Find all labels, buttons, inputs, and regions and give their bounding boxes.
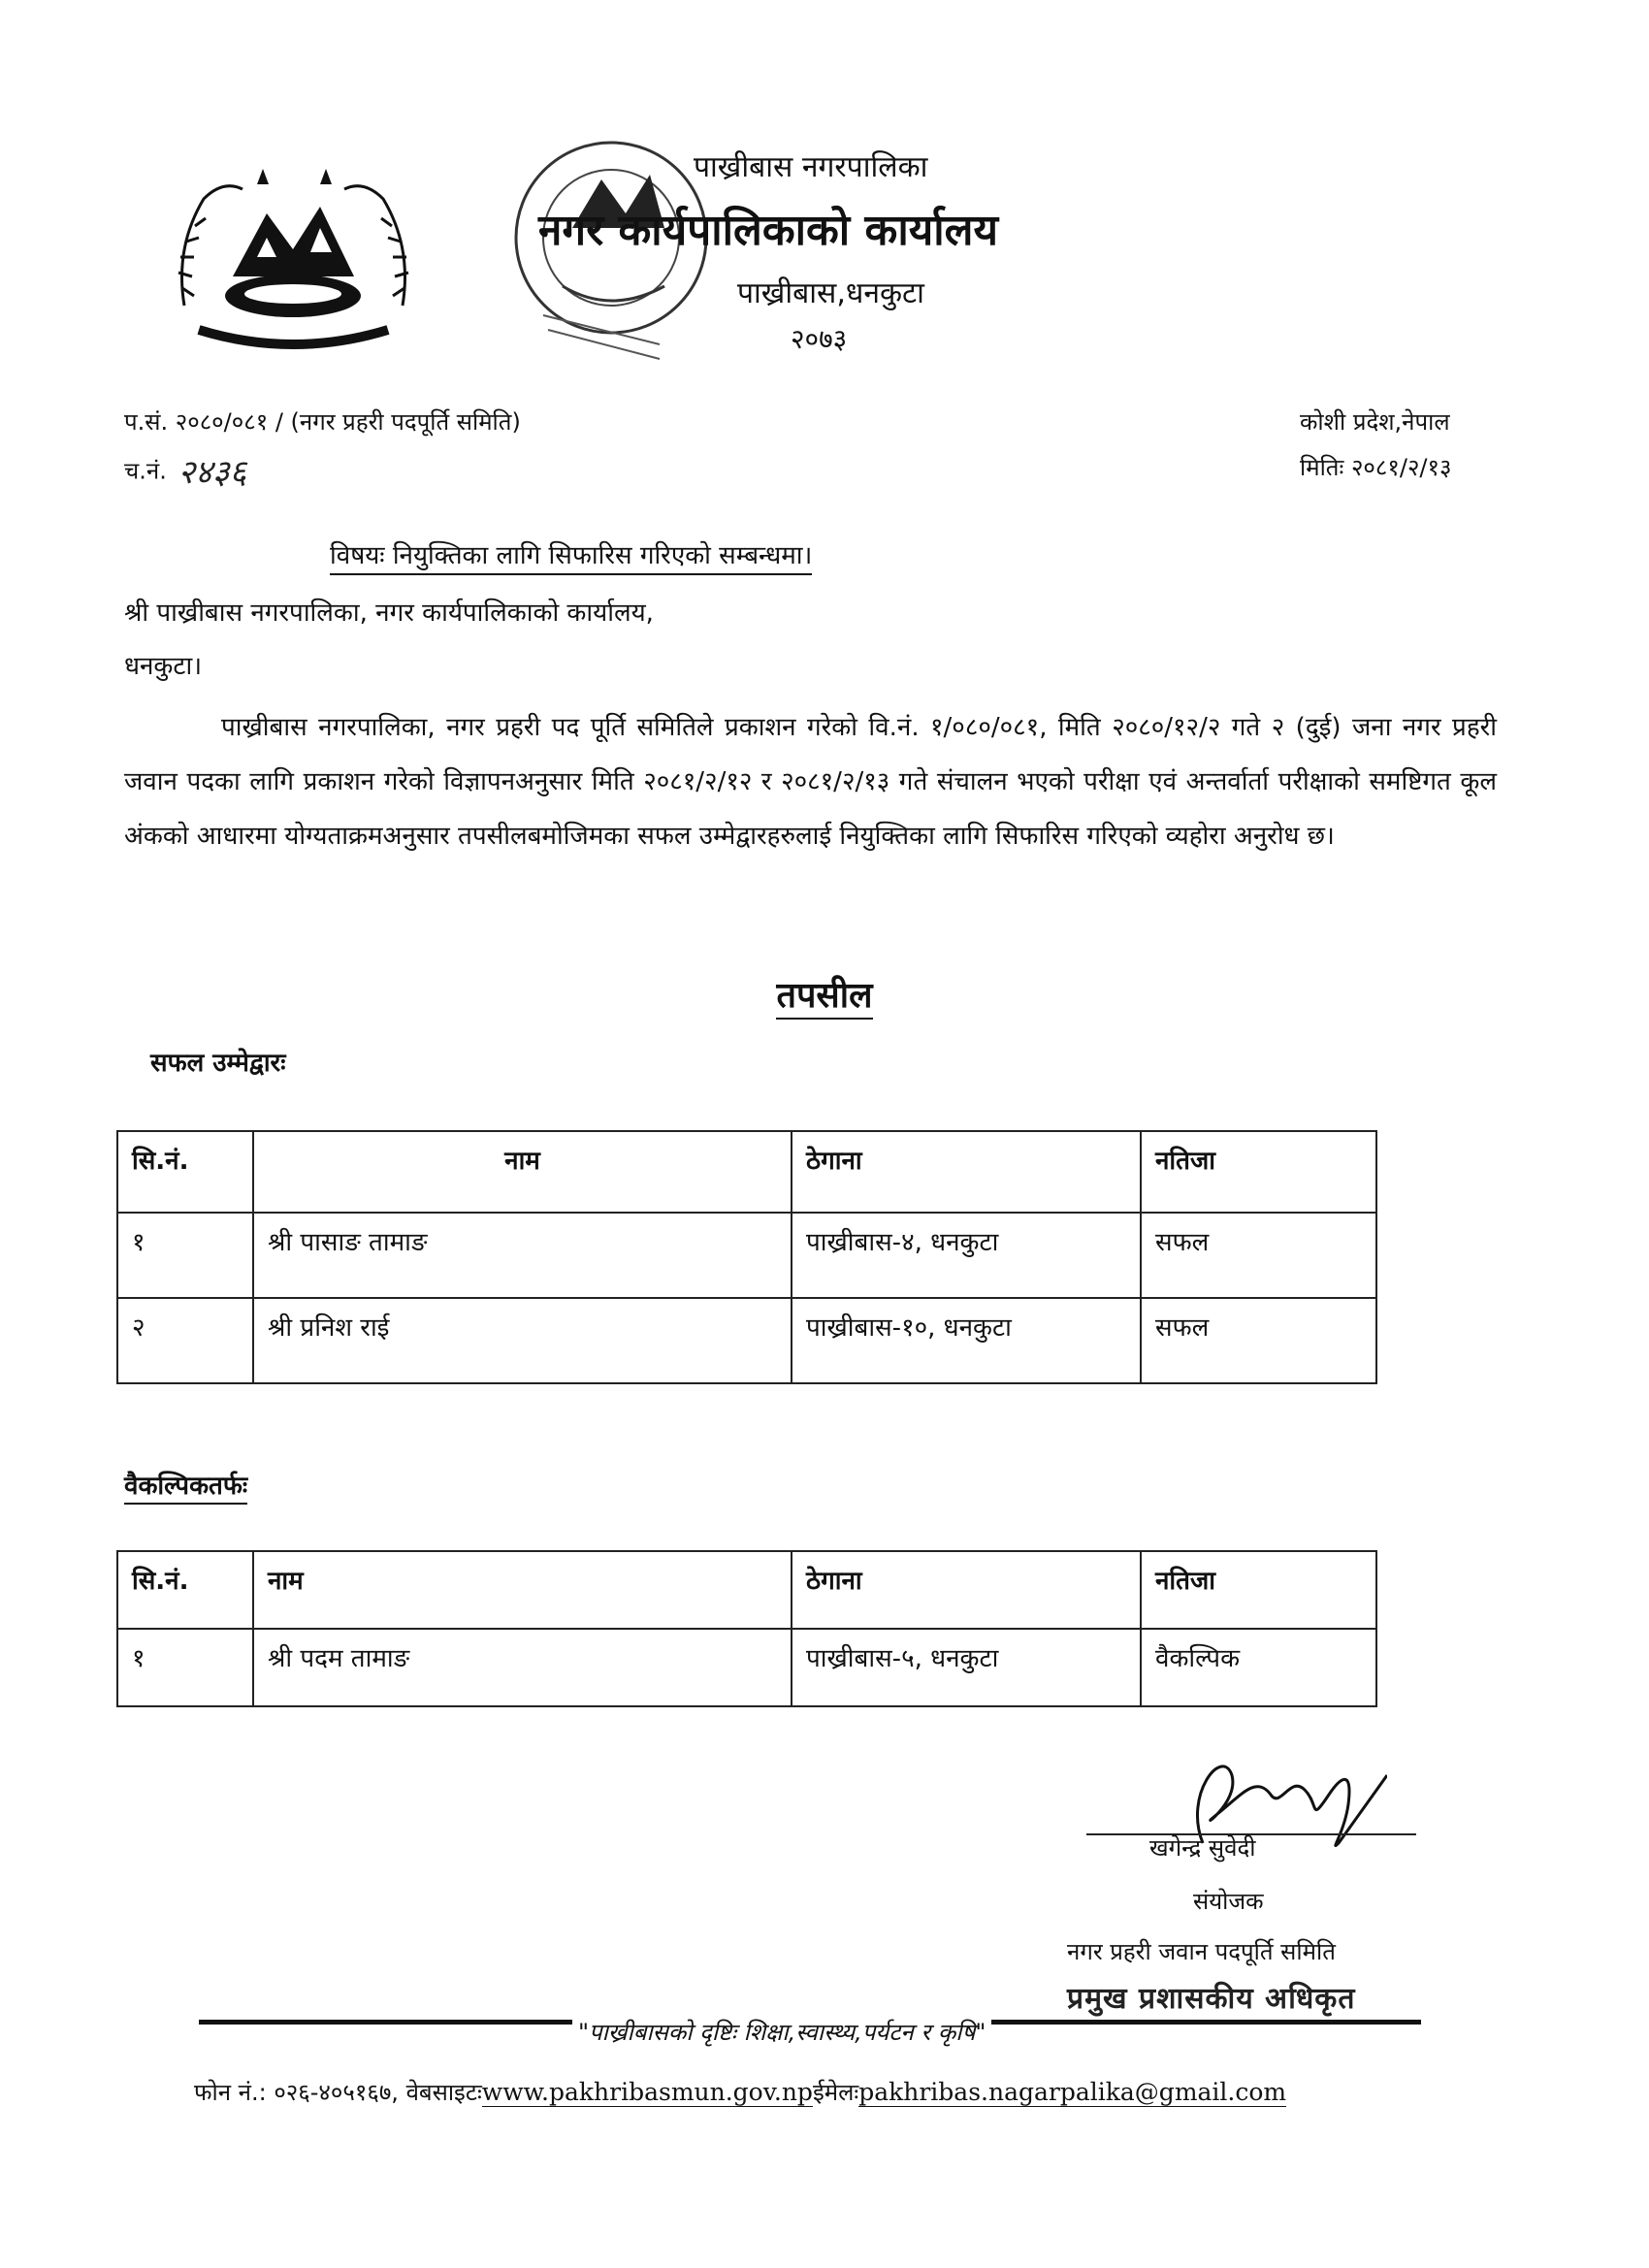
letterhead-municipality: पाख्रीबास नगरपालिका bbox=[694, 150, 928, 184]
nepal-emblem-icon bbox=[165, 160, 422, 354]
column-header-name: नाम bbox=[253, 1551, 792, 1629]
letter-date: मितिः २०८१/२/१३ bbox=[1300, 454, 1452, 481]
column-header-sn: सि.नं. bbox=[117, 1551, 253, 1629]
province: कोशी प्रदेश,नेपाल bbox=[1300, 408, 1450, 436]
email-link[interactable]: pakhribas.nagarpalika@gmail.com bbox=[858, 2078, 1287, 2106]
cell-result: सफल bbox=[1141, 1298, 1376, 1383]
schedule-title-text: तपसील bbox=[776, 976, 872, 1020]
cell-result: वैकल्पिक bbox=[1141, 1629, 1376, 1706]
subject-line: विषयः नियुक्तिका लागि सिफारिस गरिएको सम्बन्धमा। bbox=[330, 536, 812, 575]
column-header-name: नाम bbox=[253, 1131, 792, 1213]
column-header-sn: सि.नं. bbox=[117, 1131, 253, 1213]
column-header-address: ठेगाना bbox=[792, 1551, 1141, 1629]
column-header-address: ठेगाना bbox=[792, 1131, 1141, 1213]
signer-title: संयोजक bbox=[1193, 1888, 1264, 1915]
reference-number: प.सं. २०८०/०८१ / (नगर प्रहरी पदपूर्ति समिति) bbox=[124, 408, 521, 436]
letterhead-year: २०७३ bbox=[791, 323, 848, 355]
table-row bbox=[117, 1213, 1376, 1298]
phone-label: फोन नं.: ०२६-४०५१६७, वेबसाइटः bbox=[194, 2079, 482, 2106]
cell-name: श्री प्रनिश राई bbox=[253, 1298, 792, 1383]
table-header-row bbox=[117, 1131, 1376, 1213]
cell-address: पाख्रीबास-४, धनकुटा bbox=[792, 1213, 1141, 1298]
dispatch-number-line bbox=[124, 448, 246, 493]
admin-officer-stamp: प्रमुख प्रशासकीय अधिकृत bbox=[1067, 1982, 1356, 2016]
column-header-result: नतिजा bbox=[1141, 1131, 1376, 1213]
schedule-title bbox=[0, 970, 1649, 1018]
cell-name: श्री पासाङ तामाङ bbox=[253, 1213, 792, 1298]
alternate-candidates-heading bbox=[124, 1467, 247, 1502]
cell-sn: २ bbox=[117, 1298, 253, 1383]
column-header-result: नतिजा bbox=[1141, 1551, 1376, 1629]
success-candidates-heading: सफल उम्मेद्वारः bbox=[150, 1049, 286, 1078]
cell-address: पाख्रीबास-१०, धनकुटा bbox=[792, 1298, 1141, 1383]
cell-result: सफल bbox=[1141, 1213, 1376, 1298]
body-paragraph: पाख्रीबास नगरपालिका, नगर प्रहरी पद पूर्ति समितिले प्रकाशन गरेको वि.नं. १/०८०/०८१, मिति २०८०/१२/२ गते २ (दुई) जना नगर प्रहरी जवान पदका लागि प्रकाशन गरेको विज्ञापनअनुसार मिति २०८१/२/१२ र २०८१/२/१३ गते संचालन भएको परीक्षा एवं अन्तर्वार्ता परीक्षाको समष्टिगत कूल अंकको आधारमा योग्यताक्रमअनुसार तपसीलबमोजिमका सफल उम्मेद्वारहरुलाई नियुक्तिका लागि सिफारिस गरिएको व्यहोरा अनुरोध छ। bbox=[124, 713, 1497, 851]
table-row bbox=[117, 1298, 1376, 1383]
alternate-candidates-table bbox=[116, 1550, 1377, 1707]
signer-name: खगेन्द्र सुवेदी bbox=[1149, 1834, 1256, 1862]
cell-name: श्री पदम तामाङ bbox=[253, 1629, 792, 1706]
cell-address: पाख्रीबास-५, धनकुटा bbox=[792, 1629, 1141, 1706]
cell-sn: १ bbox=[117, 1629, 253, 1706]
cell-sn: १ bbox=[117, 1213, 253, 1298]
email-label: ईमेलः bbox=[812, 2079, 859, 2106]
table-header-row bbox=[117, 1551, 1376, 1629]
signer-committee: नगर प्रहरी जवान पदपूर्ति समिति bbox=[1067, 1938, 1336, 1965]
letterhead-address: पाख्रीबास,धनकुटा bbox=[737, 276, 924, 310]
dispatch-label: च.नं. bbox=[124, 457, 167, 485]
website-link[interactable]: www.pakhribasmun.gov.np bbox=[481, 2078, 813, 2106]
alternate-heading-text: वैकल्पिकतर्फः bbox=[124, 1472, 247, 1505]
footer-slogan: "पाख्रीबासको दृष्टिः शिक्षा,स्वास्थ्य,पर्यटन र कृषि" bbox=[572, 2016, 991, 2048]
table-row bbox=[117, 1629, 1376, 1706]
addressee-line-2: धनकुटा। bbox=[124, 652, 203, 681]
letterhead-office: नगर कार्यपालिकाको कार्यालय bbox=[538, 206, 998, 255]
footer-contact bbox=[194, 2076, 1286, 2108]
success-candidates-table bbox=[116, 1130, 1377, 1384]
addressee-line-1: श्री पाख्रीबास नगरपालिका, नगर कार्यपालिकाको कार्यालय, bbox=[124, 599, 654, 628]
dispatch-number: २४३६ bbox=[178, 453, 247, 492]
